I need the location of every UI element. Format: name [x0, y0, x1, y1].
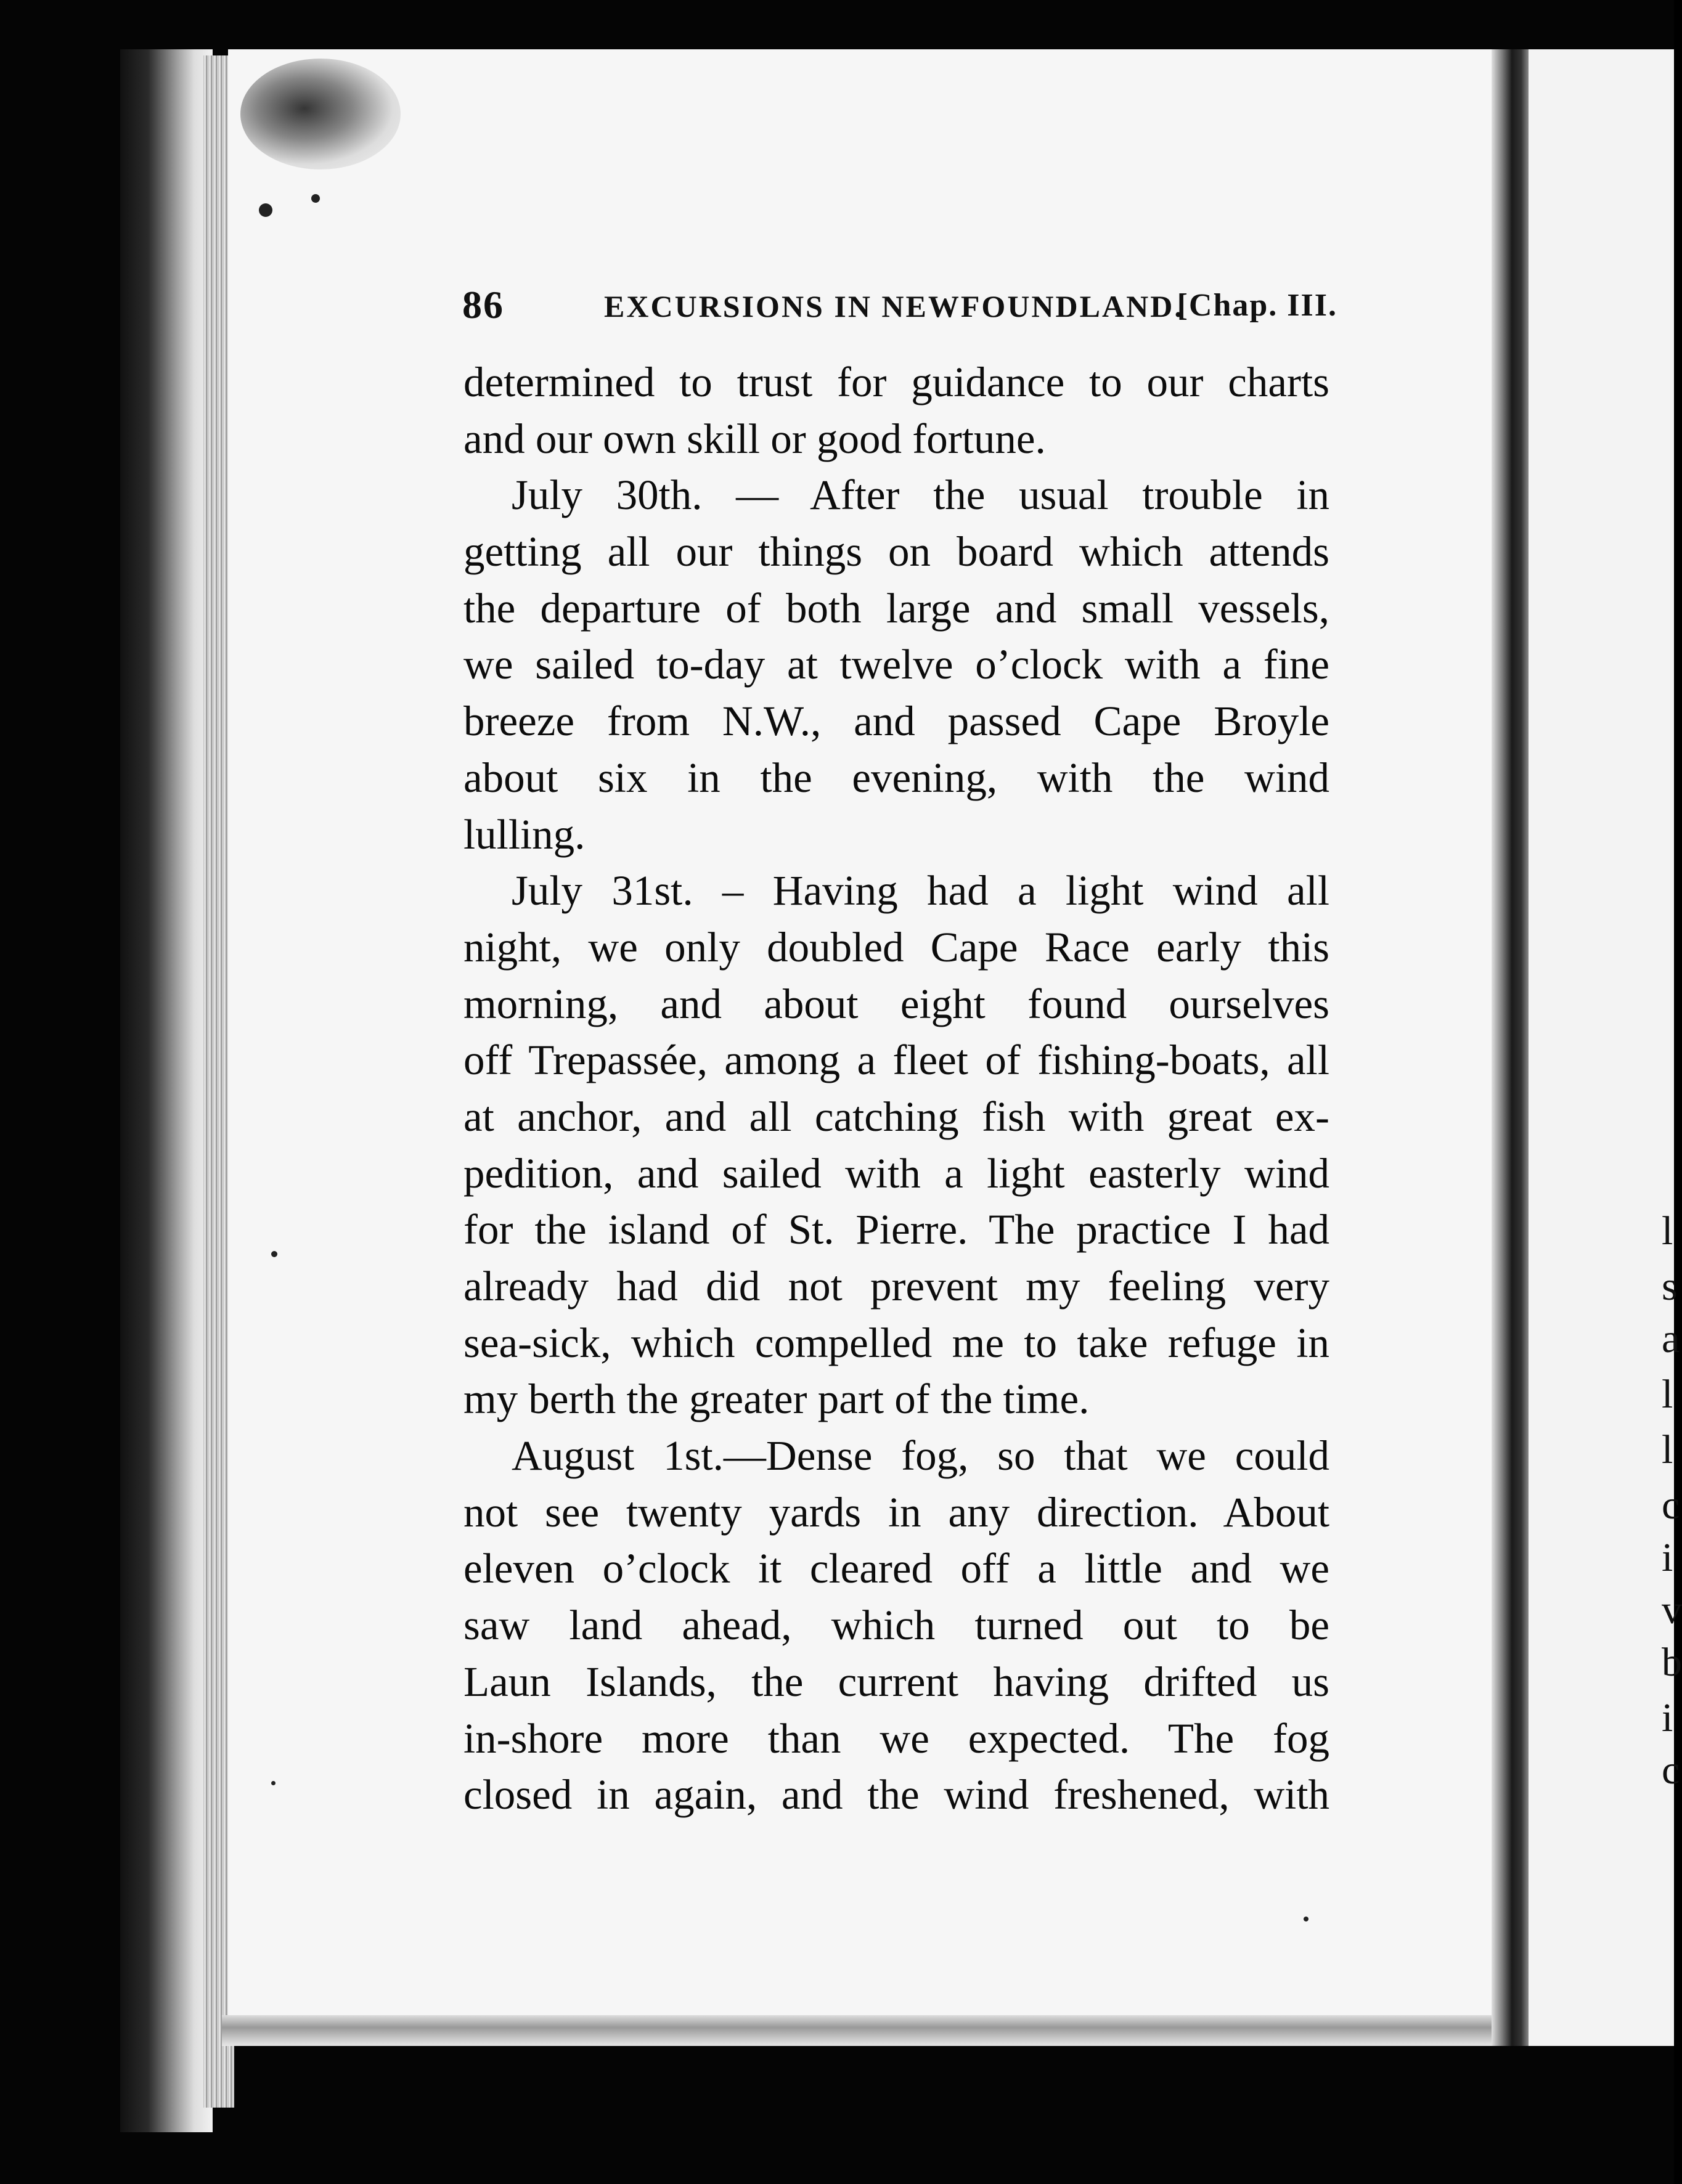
text-line: Laun Islands, the current having drifted us: [463, 1658, 1329, 1705]
text-line: already had did not prevent my feeling very: [463, 1263, 1329, 1310]
facing-page-letter: l: [1662, 1427, 1673, 1472]
page-bottom-edge: [222, 2015, 1516, 2046]
left-page-edges: [120, 49, 213, 2132]
text-line: the departure of both large and small vessels,: [463, 584, 1329, 632]
facing-page-letter: i: [1662, 1535, 1673, 1580]
facing-page-letter: i: [1662, 1695, 1673, 1740]
text-line: for the island of St. Pierre. The practice I had: [463, 1206, 1329, 1253]
text-line: determined to trust for guidance to our charts: [463, 359, 1329, 405]
chapter-label: [Chap. III.: [1177, 288, 1337, 323]
ink-spot: [259, 203, 272, 217]
text-line: at anchor, and all catching fish with great ex-: [463, 1093, 1329, 1140]
facing-page-letter: l: [1662, 1372, 1673, 1417]
text-line: my berth the greater part of the time.: [463, 1375, 1090, 1423]
facing-page-letter: b: [1662, 1640, 1682, 1685]
page-number: 86: [462, 283, 504, 327]
text-line: July 30th. — After the usual trouble in: [512, 471, 1329, 519]
ink-spot: [271, 1251, 277, 1257]
facing-page-letter: c: [1662, 1483, 1680, 1528]
facing-page-letter: v: [1662, 1587, 1682, 1632]
text-line: night, we only doubled Cape Race early this: [463, 923, 1329, 971]
ink-spot: [1304, 1917, 1308, 1921]
facing-page-letter: a: [1662, 1316, 1680, 1361]
facing-page-letter: s: [1662, 1264, 1678, 1309]
text-line: not see twenty yards in any direction. About: [463, 1488, 1329, 1536]
text-line: pedition, and sailed with a light easterly wind: [463, 1149, 1329, 1197]
text-line: closed in again, and the wind freshened, with: [463, 1771, 1329, 1819]
text-line: sea-sick, which compelled me to take refuge in: [463, 1319, 1329, 1366]
text-line: August 1st.—Dense fog, so that we could: [512, 1432, 1329, 1480]
facing-page-letter: l: [1662, 1208, 1673, 1253]
facing-page-letter: c: [1662, 1748, 1680, 1793]
ink-smudge: [240, 59, 401, 169]
text-line: in-shore more than we expected. The fog: [463, 1714, 1329, 1762]
text-line: saw land ahead, which turned out to be: [463, 1602, 1329, 1649]
running-head: [462, 282, 1337, 332]
text-line: eleven o’clock it cleared off a little and we: [463, 1545, 1329, 1592]
binding-gutter: [1492, 49, 1529, 2046]
text-line: morning, and about eight found ourselves: [463, 980, 1329, 1027]
ink-spot: [271, 1781, 276, 1785]
text-line: and our own skill or good fortune.: [463, 415, 1046, 462]
text-line: we sailed to-day at twelve o’clock with a fine: [463, 641, 1329, 688]
text-line: July 31st. – Having had a light wind all: [512, 867, 1329, 915]
running-title: EXCURSIONS IN NEWFOUNDLAND.: [604, 289, 1184, 324]
body-text: [463, 354, 1329, 1823]
text-line: getting all our things on board which attends: [463, 528, 1329, 576]
facing-page: [1529, 49, 1674, 2046]
ink-spot: [311, 194, 320, 203]
text-line: off Trepassée, among a fleet of fishing-boats, all: [463, 1037, 1329, 1084]
text-line: breeze from N.W., and passed Cape Broyle: [463, 698, 1329, 745]
text-line: lulling.: [463, 810, 586, 858]
text-line: about six in the evening, with the wind: [463, 754, 1329, 801]
